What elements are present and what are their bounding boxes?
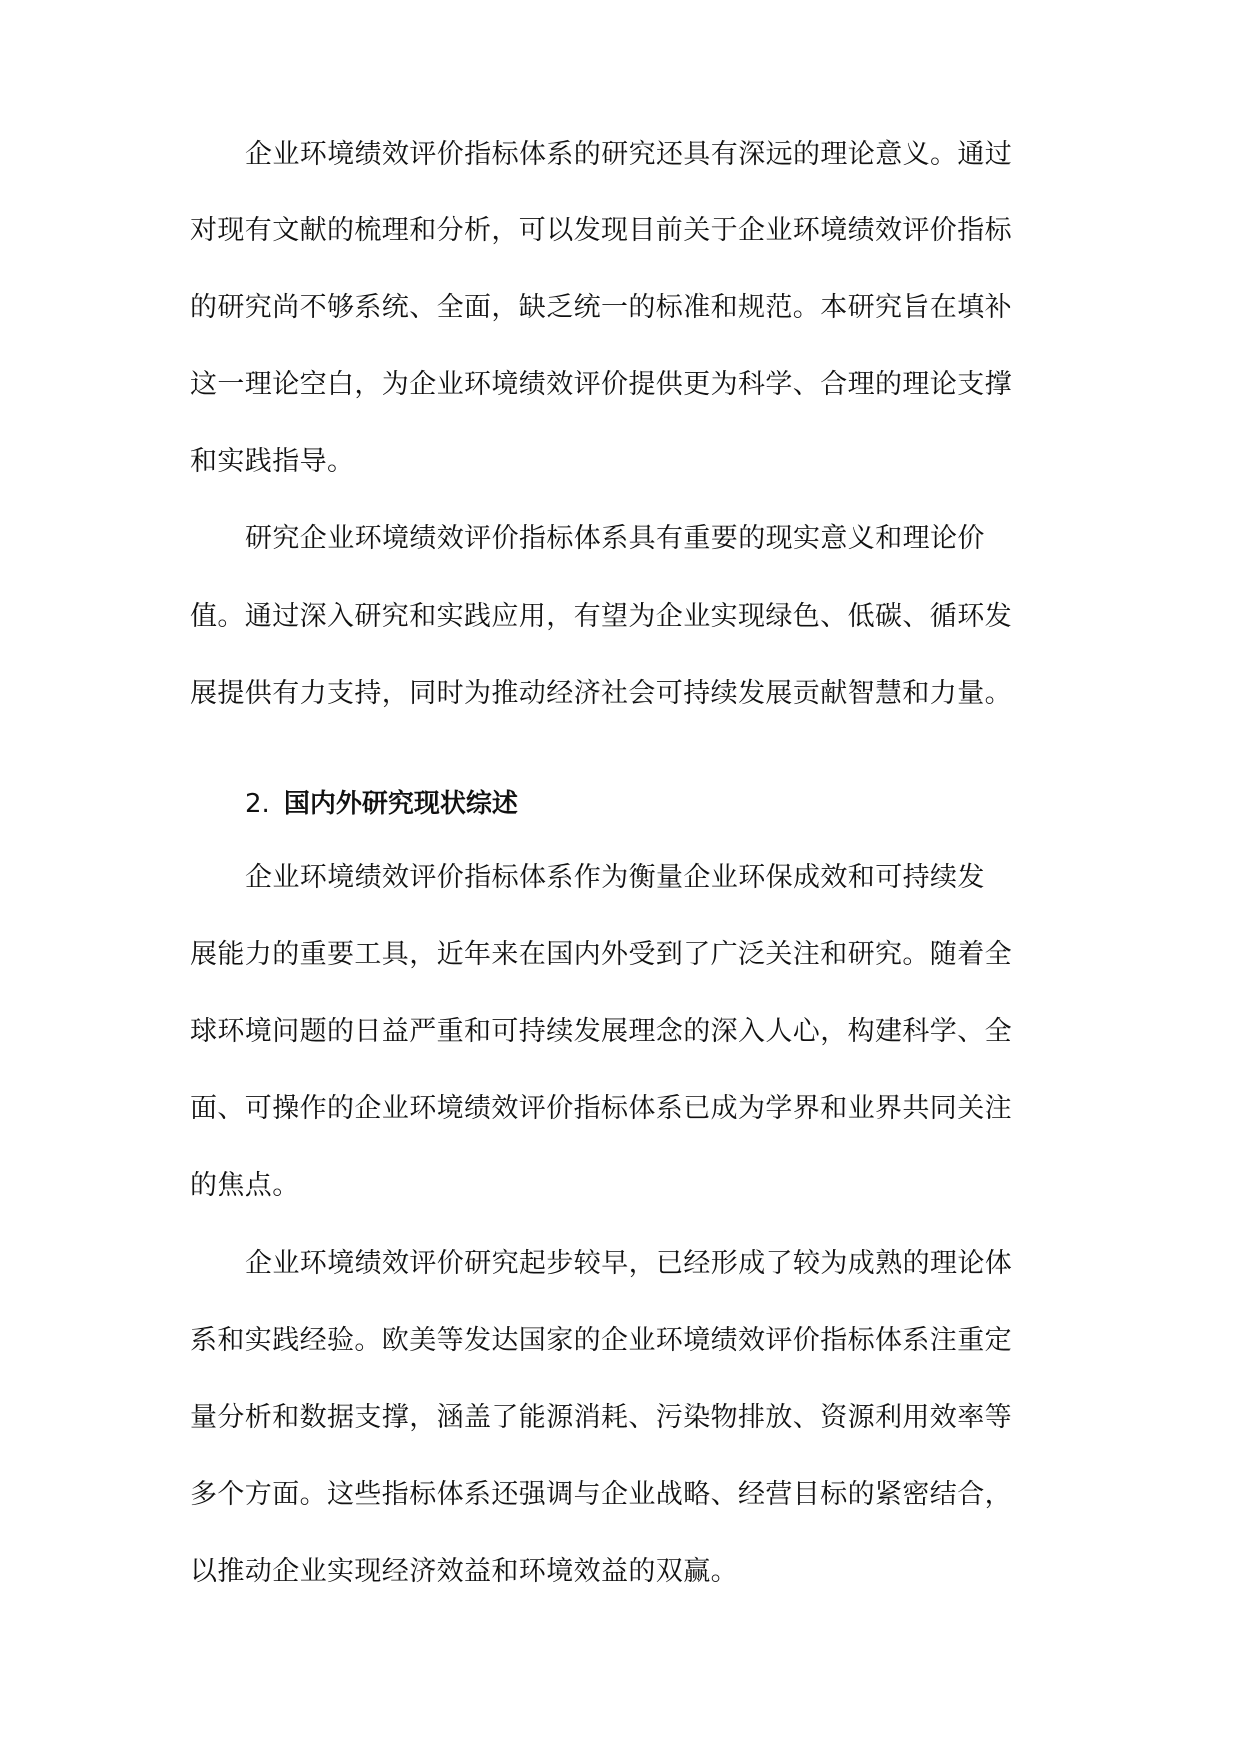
paragraph-4-line-1: 企业环境绩效评价研究起步较早，已经形成了较为成熟的理论体 (245, 1248, 1013, 1279)
paragraph-4-line-3: 量分析和数据支撑，涵盖了能源消耗、污染物排放、资源利用效率等 (190, 1402, 1012, 1433)
paragraph-1-line-5: 和实践指导。 (190, 446, 355, 477)
paragraph-3-line-3: 球环境问题的日益严重和可持续发展理念的深入人心，构建科学、全 (190, 1016, 1012, 1047)
paragraph-4-line-5: 以推动企业实现经济效益和环境效益的双赢。 (190, 1556, 738, 1587)
paragraph-1-line-2: 对现有文献的梳理和分析，可以发现目前关于企业环境绩效评价指标 (190, 215, 1012, 246)
paragraph-4-line-4: 多个方面。这些指标体系还强调与企业战略、经营目标的紧密结合， (190, 1479, 1012, 1510)
section-number: 2. (245, 789, 270, 819)
paragraph-3-line-5: 的焦点。 (190, 1170, 300, 1201)
paragraph-2-line-2: 值。通过深入研究和实践应用，有望为企业实现绿色、低碳、循环发 (190, 601, 1012, 632)
paragraph-4-line-2: 系和实践经验。欧美等发达国家的企业环境绩效评价指标体系注重定 (190, 1325, 1012, 1356)
paragraph-2-line-1: 研究企业环境绩效评价指标体系具有重要的现实意义和理论价 (245, 523, 985, 554)
paragraph-1-line-3: 的研究尚不够系统、全面，缺乏统一的标准和规范。本研究旨在填补 (190, 292, 1012, 323)
paragraph-3-line-4: 面、可操作的企业环境绩效评价指标体系已成为学界和业界共同关注 (190, 1093, 1012, 1124)
section-heading (245, 787, 518, 821)
paragraph-1-line-1: 企业环境绩效评价指标体系的研究还具有深远的理论意义。通过 (245, 139, 1013, 170)
paragraph-3-line-2: 展能力的重要工具，近年来在国内外受到了广泛关注和研究。随着全 (190, 939, 1012, 970)
paragraph-1-line-4: 这一理论空白，为企业环境绩效评价提供更为科学、合理的理论支撑 (190, 369, 1012, 400)
section-title: 国内外研究现状综述 (283, 789, 518, 819)
paragraph-2-line-3: 展提供有力支持，同时为推动经济社会可持续发展贡献智慧和力量。 (190, 678, 1012, 709)
paragraph-3-line-1: 企业环境绩效评价指标体系作为衡量企业环保成效和可持续发 (245, 862, 985, 893)
